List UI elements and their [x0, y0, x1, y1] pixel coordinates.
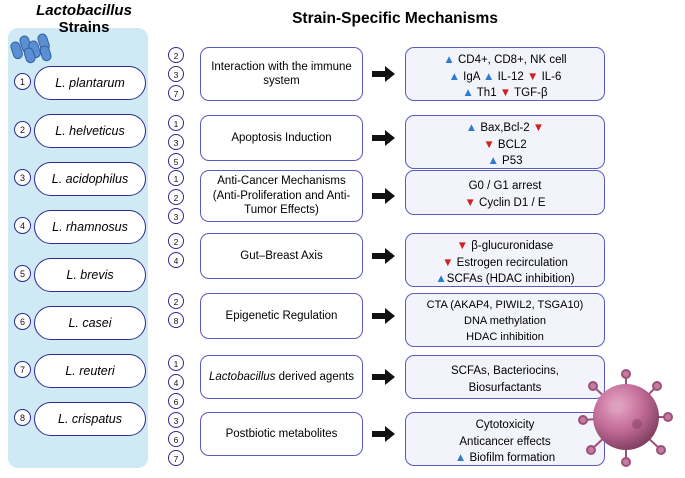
strain-badge: 3	[168, 412, 184, 428]
strain-badges	[168, 115, 190, 172]
effect-line: G0 / G1 arrest	[468, 180, 542, 192]
strain-item-1[interactable]	[14, 66, 146, 100]
strain-badge: 2	[168, 293, 184, 309]
strain-badges	[168, 47, 190, 104]
effect-line: SCFAs, Bacteriocins,	[450, 365, 559, 377]
strain-number-badge: 3	[14, 169, 31, 186]
mechanism-label: Interaction with the immune system	[200, 47, 363, 101]
strain-badge: 2	[168, 47, 184, 63]
effect-line: ▼ Estrogen recirculation	[442, 256, 568, 269]
effect-line: CTA (AKAP4, PIWIL2, TSGA10)	[426, 299, 584, 311]
strain-badge: 1	[168, 115, 184, 131]
strain-item-8[interactable]	[14, 402, 146, 436]
mechanism-label	[200, 355, 363, 399]
page-title: Strain-Specific Mechanisms	[292, 10, 498, 27]
mechanism-label: Anti-Cancer Mechanisms (Anti-Proliferation and Anti-Tumor Effects)	[200, 170, 363, 222]
strain-badge: 1	[168, 170, 184, 186]
effects-box	[405, 293, 605, 347]
strain-badge: 2	[168, 233, 184, 249]
strain-badge: 4	[168, 374, 184, 390]
effect-line: ▲ CD4+, CD8+, NK cell	[443, 54, 567, 66]
strain-badges	[168, 233, 190, 271]
strains-title-line2: Strains	[58, 19, 110, 37]
mechanism-label: Apoptosis Induction	[200, 115, 363, 161]
strain-item-7[interactable]	[14, 354, 146, 388]
strain-number-badge: 6	[14, 313, 31, 330]
strain-badge: 7	[168, 450, 184, 466]
mechanism-label: Gut–Breast Axis	[200, 233, 363, 279]
strain-number-badge: 4	[14, 217, 31, 234]
effect-line: ▲ Bax,Bcl-2 ▼	[465, 122, 545, 134]
strain-badge: 6	[168, 393, 184, 409]
strain-number-badge: 2	[14, 121, 31, 138]
strain-name: L. casei	[34, 306, 146, 340]
arrow-right-icon	[372, 308, 398, 324]
strain-badge: 2	[168, 189, 184, 205]
strain-badge: 4	[168, 252, 184, 268]
strain-item-4[interactable]	[14, 210, 146, 244]
strain-number-badge: 5	[14, 265, 31, 282]
effect-line: DNA methylation	[464, 314, 546, 327]
strain-badge: 3	[168, 66, 184, 82]
arrow-right-icon	[372, 248, 398, 264]
strains-title-line1: Lactobacillus	[36, 2, 132, 19]
effect-line: Biosurfactants	[468, 381, 542, 394]
strain-item-5[interactable]	[14, 258, 146, 292]
mechanism-label: Postbiotic metabolites	[200, 412, 363, 456]
arrow-right-icon	[372, 188, 398, 204]
effects-box	[405, 233, 605, 287]
effects-box	[405, 170, 605, 215]
effect-line: ▲ Th1 ▼ TGF-β	[462, 87, 548, 100]
cancer-cell-icon	[571, 362, 681, 472]
effects-box	[405, 47, 605, 101]
effect-line: ▲ P53	[487, 155, 523, 168]
strain-name: L. plantarum	[34, 66, 146, 100]
strain-name: L. rhamnosus	[34, 210, 146, 244]
strain-badges	[168, 412, 190, 469]
strain-name: L. helveticus	[34, 114, 146, 148]
arrow-right-icon	[372, 426, 398, 442]
strain-name: L. reuteri	[34, 354, 146, 388]
effect-line: ▼ BCL2	[483, 138, 527, 151]
mechanism-label: Epigenetic Regulation	[200, 293, 363, 339]
strain-badges	[168, 355, 190, 412]
mechanism-label-italic: Lactobacillus	[208, 370, 276, 383]
strain-name: L. crispatus	[34, 402, 146, 436]
strain-badge: 1	[168, 355, 184, 371]
strain-name: L. brevis	[34, 258, 146, 292]
strain-number-badge: 1	[14, 73, 31, 90]
arrow-right-icon	[372, 369, 398, 385]
strain-number-badge: 7	[14, 361, 31, 378]
strain-badge: 5	[168, 153, 184, 169]
mechanism-label-rest: derived agents	[275, 370, 355, 383]
arrow-right-icon	[372, 66, 398, 82]
effects-box	[405, 115, 605, 169]
strain-badge: 8	[168, 312, 184, 328]
effect-line: ▼ β-glucuronidase	[456, 240, 554, 252]
effect-line: ▼ Cyclin D1 / E	[464, 196, 546, 209]
strain-badges	[168, 293, 190, 331]
strain-badge: 7	[168, 85, 184, 101]
strain-badge: 6	[168, 431, 184, 447]
strain-name: L. acidophilus	[34, 162, 146, 196]
effect-line: ▲SCFAs (HDAC inhibition)	[435, 273, 575, 286]
strain-item-3[interactable]	[14, 162, 146, 196]
strain-item-2[interactable]	[14, 114, 146, 148]
effect-line: ▲ Biofilm formation	[454, 452, 556, 465]
effect-line: ▲ IgA ▲ IL-12 ▼ IL-6	[448, 70, 562, 83]
strain-item-6[interactable]	[14, 306, 146, 340]
strain-badge: 3	[168, 134, 184, 150]
arrow-right-icon	[372, 130, 398, 146]
strain-badges	[168, 170, 190, 227]
effect-line: Cytotoxicity	[475, 419, 535, 431]
strain-number-badge: 8	[14, 409, 31, 426]
effect-line: HDAC inhibition	[466, 330, 544, 343]
strains-panel-title	[14, 2, 154, 37]
effect-line: Anticancer effects	[459, 435, 551, 448]
strain-badge: 3	[168, 208, 184, 224]
